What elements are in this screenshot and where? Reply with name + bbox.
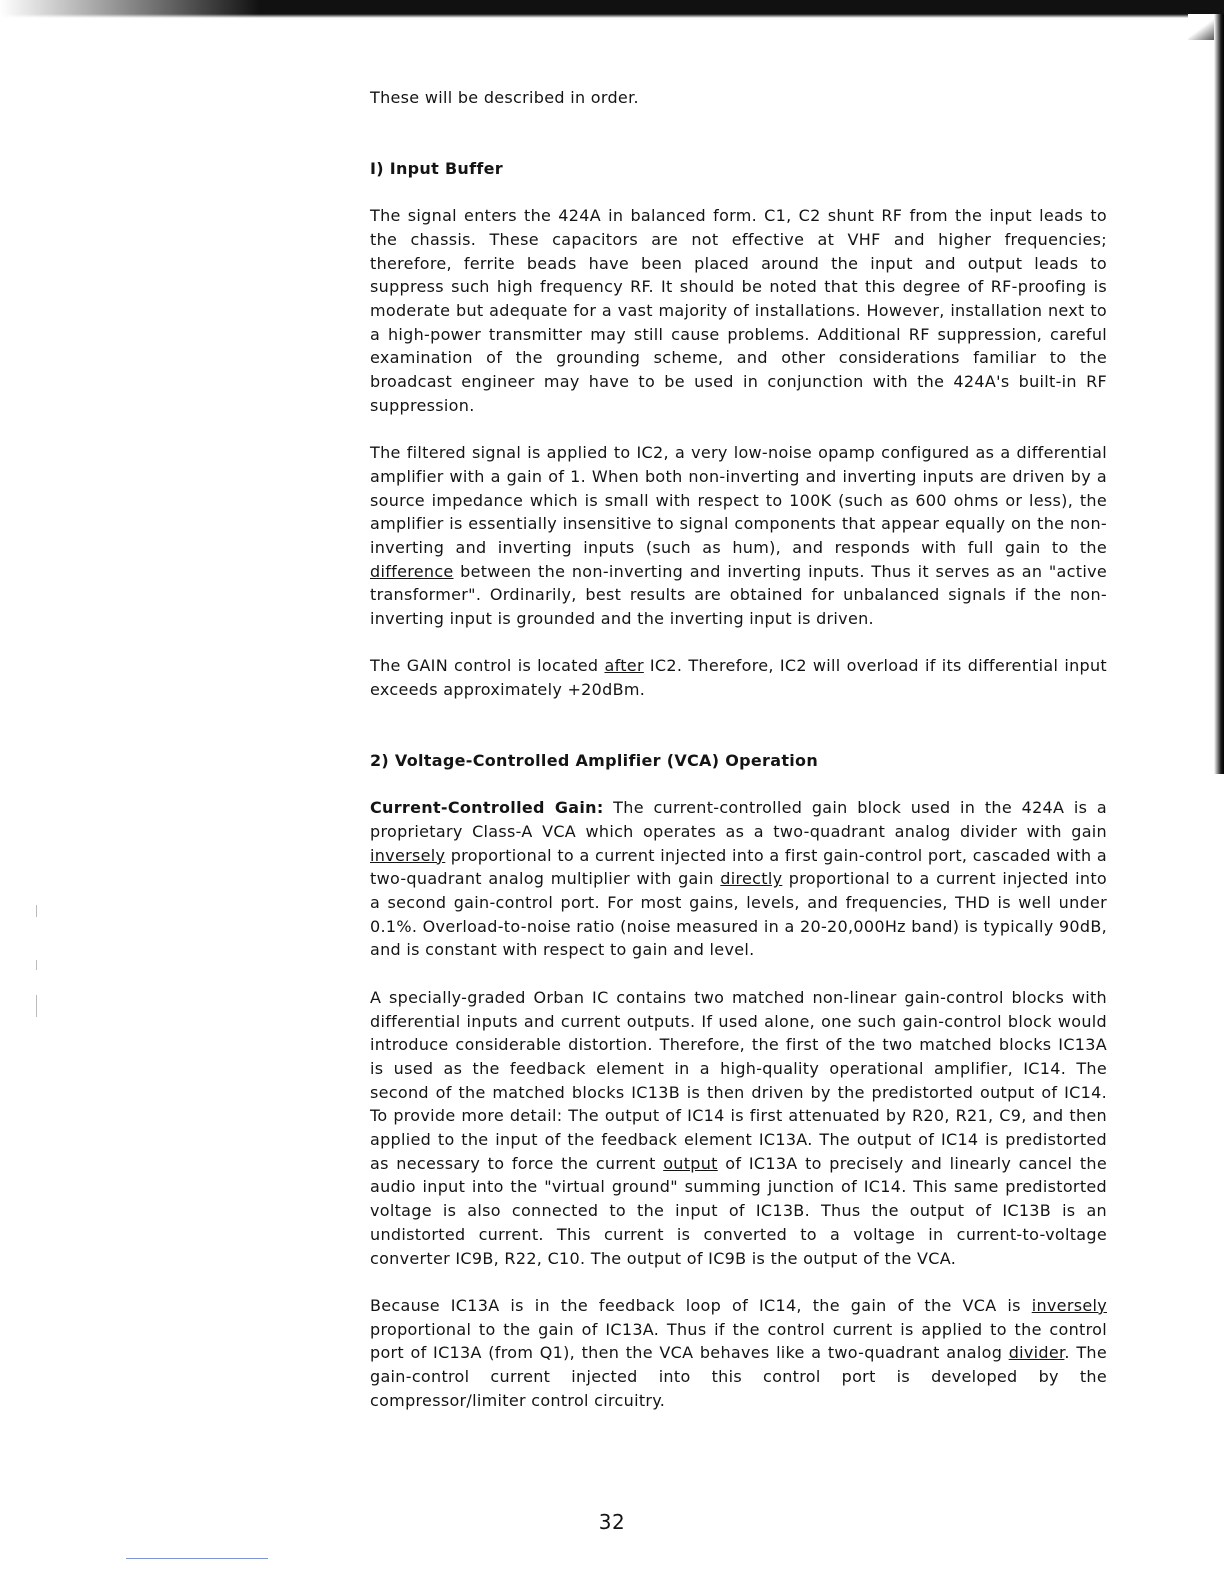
scan-right-edge bbox=[1214, 14, 1224, 774]
paragraph: The signal enters the 424A in balanced form. C1, C2 shunt RF from the input leads to the chassis. These capacitors are not effective at VHF and higher frequencies; therefore, ferrite beads have been placed around the input and output leads to suppress such high frequency RF. It should be noted that this degree of RF-proofing is moderate but adequate for a vast majority of installations. However, installation next to a high-power transmitter may still cause problems. Additional RF suppression, careful examination of the grounding scheme, and other considerations familiar to the broadcast engineer may have to be used in conjunction with the 424A's built-in RF suppression. bbox=[370, 206, 1107, 415]
emphasis-underline: difference bbox=[370, 561, 454, 581]
scan-top-fade bbox=[0, 0, 260, 18]
section-heading-vca-operation: 2) Voltage-Controlled Amplifier (VCA) Operation bbox=[370, 750, 819, 770]
paragraph: A specially-graded Orban IC contains two matched non-linear gain-control blocks with differential inputs and current outputs. If used alone, one such gain-control block would introduce considerable distortion. Therefore, the first of the two matched blocks IC13A is used as the feedback element in a high-quality operational amplifier, IC14. The second of the matched blocks IC13B is then driven by the predistorted output of IC14. To provide more detail: The output of IC14 is first attenuated by R20, R21, C9, and then applied to the input of the feedback element IC13A. The output of IC14 is predistorted as necessary to force the current output of IC13A to precisely and linearly cancel the audio input into the "virtual ground" summing junction of IC14. This same predistorted voltage is also connected to the input of IC13B. Thus the output of IC13B is an undistorted current. This current is converted to a voltage in current-to-voltage converter IC9B, R22, C10. The output of IC9B is the output of the VCA. bbox=[370, 987, 1107, 1268]
emphasis-underline: inversely bbox=[1031, 1295, 1107, 1315]
emphasis-underline: divider bbox=[1008, 1343, 1065, 1363]
emphasis-underline: inversely bbox=[370, 845, 446, 865]
section-heading-input-buffer: I) Input Buffer bbox=[370, 158, 503, 178]
footnote-rule bbox=[126, 1558, 268, 1559]
paragraph: Current-Controlled Gain: The current-controlled gain block used in the 424A is a proprietary Class-A VCA which operates as a two-quadrant analog divider with gain inversely proportional to a current injected into a first gain-control port, cascaded with a two-quadrant analog multiplier with gain directly proportional to a current injected into a second gain-control port. For most gains, levels, and frequencies, THD is well under 0.1%. Overload-to-noise ratio (noise measured in a 20-20,000Hz band) is typically 90dB, and is constant with respect to gain and level. bbox=[370, 798, 1107, 960]
paragraph: The GAIN control is located after IC2. Therefore, IC2 will overload if its differential input exceeds approximately +20dBm. bbox=[370, 656, 1107, 700]
paragraph: Because IC13A is in the feedback loop of IC14, the gain of the VCA is inversely proportional to the gain of IC13A. Thus if the control current is applied to the control port of IC13A (from Q1), then the VCA behaves like a two-quadrant analog divider. The gain-control current injected into this control port is developed by the compressor/limiter control circuitry. bbox=[370, 1295, 1107, 1410]
paragraph-lead: Current-Controlled Gain: bbox=[370, 798, 604, 818]
paragraph: The filtered signal is applied to IC2, a very low-noise opamp configured as a differential amplifier with a gain of 1. When both non-inverting and inverting inputs are driven by a source impedance which is small with respect to 100K (such as 600 ohms or less), the amplifier is essentially insensitive to signal components that appear equally on the non-inverting and inverting inputs (such as hum), and responds with full gain to the difference between the non-inverting and inverting inputs. Thus it serves as an "active transformer". Ordinarily, best results are obtained for unbalanced signals if the non-inverting input is grounded and the inverting input is driven. bbox=[370, 443, 1107, 629]
scan-speck bbox=[36, 905, 37, 917]
scan-speck bbox=[36, 960, 37, 970]
scan-speck bbox=[36, 995, 37, 1017]
page-number: 32 bbox=[598, 1510, 626, 1534]
document-body bbox=[370, 86, 1107, 1436]
emphasis-underline: after bbox=[604, 656, 644, 676]
intro-paragraph: These will be described in order. bbox=[370, 88, 639, 107]
emphasis-underline: output bbox=[663, 1153, 718, 1173]
emphasis-underline: directly bbox=[720, 869, 783, 889]
